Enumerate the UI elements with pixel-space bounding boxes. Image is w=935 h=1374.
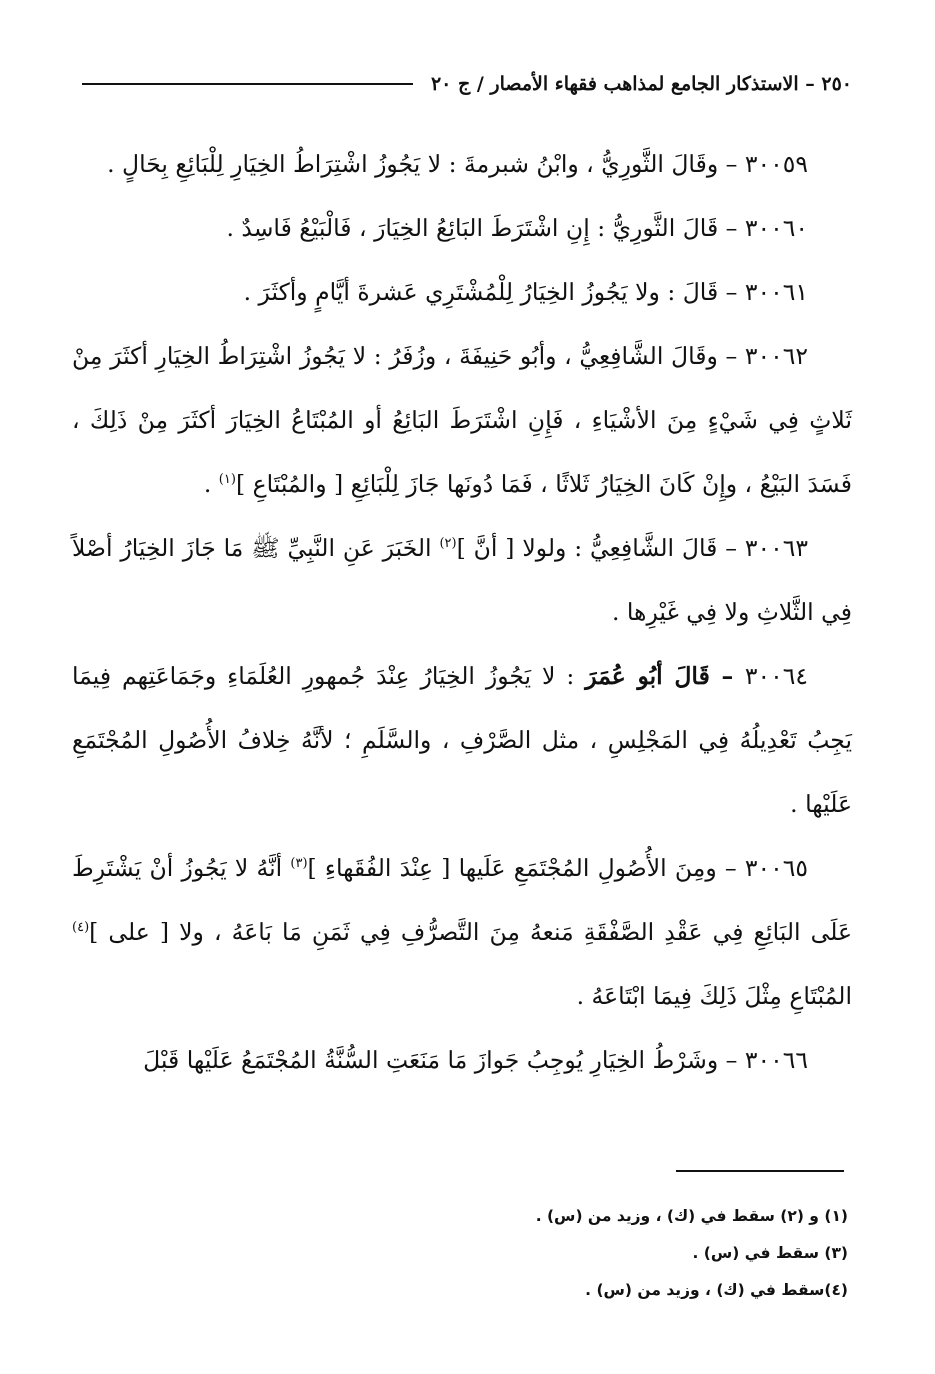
header-rule [82, 83, 413, 85]
paragraph-text: – وقَالَ الشَّافِعِيُّ ، وأبُو حَنِيفَةَ ، وزُفَرُ : لا يَجُوزُ اشْتِرَاطُ الخِيَارِ أكثَرَ مِنْ ثَلاثٍ فِي شَيْءٍ مِنَ الأشْيَاءِ ، فَإِنِ اشْتَرَطَ البَائِعُ أو المُبْتَاعُ الخِيَارَ أكثَرَ مِنْ ذَلِكَ ، فَسَدَ البَيْعُ ، وإِنْ كَانَ الخِيَارُ ثَلاثًا ، فَمَا دُونَها جَازَ لِلْبَائِعِ [ والمُبْتَاعِ ] [72, 342, 852, 498]
paragraph-tail: المُبْتَاعِ مِثْلَ ذَلِكَ فِيمَا ابْتَاعَهُ . [576, 982, 852, 1010]
footnote-ref[interactable]: (١) [218, 472, 236, 488]
footnote-2: (٣) سقط في (س) . [692, 1244, 848, 1262]
paragraph-number: ٣٠٠٦٦ [744, 1046, 808, 1074]
paragraph-text: – قَالَ الشَّافِعِيُّ : ولولا [ أنَّ ] [456, 534, 745, 562]
paragraph-number: ٣٠٠٦٤ [744, 662, 809, 690]
footnote-ref[interactable]: (٣) [290, 856, 308, 872]
paragraph-number: ٣٠٠٥٩ [744, 150, 808, 178]
paragraph-text: – وقَالَ الثَّورِيُّ ، وابْنُ شبرمةَ : لا يَجُوزُ اشْتِرَاطُ الخِيَارِ لِلْبَائِعِ بِحَالٍ . [107, 150, 745, 178]
footnote-separator [676, 1170, 844, 1172]
paragraph-number: ٣٠٠٦٢ [744, 342, 808, 370]
paragraph-30065 [72, 836, 852, 1028]
paragraph-text: – قَالَ الثَّورِيُّ : إِنِ اشْتَرَطَ البَائِعُ الخِيَارَ ، فَالْبَيْعُ فَاسِدٌ . [226, 214, 745, 242]
paragraph-30063 [72, 516, 852, 644]
paragraph-text: : لا يَجُوزُ الخِيَارُ عِنْدَ جُمهورِ العُلَمَاءِ وجَمَاعَتِهم فِيمَا يَجِبُ تَعْدِيلُهُ فِي المَجْلِسِ ، مثل الصَّرْفِ ، والسَّلَمِ ؛ لأنَّهُ خِلافُ الأُصُولِ المُجْتَمَعِ عَلَيْها . [72, 662, 852, 818]
paragraph-number: ٣٠٠٦٠ [744, 214, 808, 242]
paragraph-tail: الخَبَرَ عَنِ النَّبِيِّ ﷺ مَا جَازَ الخِيَارُ أصْلاً فِي الثَّلاثِ ولا فِي غَيْرِها . [72, 534, 852, 626]
footnote-3: (٤)سقط في (ك) ، وزيد من (س) . [585, 1281, 848, 1299]
paragraph-30066 [72, 1028, 852, 1092]
main-text [72, 132, 852, 1092]
footnotes [300, 1198, 848, 1309]
paragraph-30061 [72, 260, 852, 324]
paragraph-number: ٣٠٠٦٣ [744, 534, 808, 562]
paragraph-text: – ومِنَ الأُصُولِ المُجْتَمَعِ عَلَيها [ عِنْدَ الفُقَهاءِ ] [307, 854, 745, 882]
paragraph-number: ٣٠٠٦١ [744, 278, 808, 306]
paragraph-30062 [72, 324, 852, 516]
speaker-label: – قَالَ أبُو عُمَرَ [585, 662, 745, 690]
paragraph-30064 [72, 644, 852, 836]
footnote-ref[interactable]: (٢) [439, 536, 457, 552]
footnote-1: (١) و (٢) سقط في (ك) ، وزيد من (س) . [535, 1207, 848, 1225]
paragraph-30060 [72, 196, 852, 260]
header-title: ٢٥٠ – الاستذكار الجامع لمذاهب فقهاء الأمصار / ج ٢٠ [430, 73, 852, 95]
paragraph-tail: أنَّهُ لا يَجُوزُ أنْ يَشْتَرِطَ عَلَى البَائِعِ فِي عَقْدِ الصَّفْقَةِ مَنعهُ مِنَ التَّصرُّفِ فِي ثَمَنِ مَا بَاعَهُ ، ولا [ على ] [72, 854, 852, 946]
paragraph-text: – وشَرْطُ الخِيَارِ يُوجِبُ جَوازَ مَا مَنَعَتِ السُّنَّةُ المُجْتَمَعُ عَلَيْها قَبْلَ [143, 1046, 745, 1074]
paragraph-text: – قَالَ : ولا يَجُوزُ الخِيَارُ لِلْمُشْتَرِي عَشرةَ أيَّامٍ وأكثَرَ . [243, 278, 745, 306]
footnote-ref[interactable]: (٤) [72, 920, 90, 936]
running-header [82, 66, 852, 102]
paragraph-30059 [72, 132, 852, 196]
paragraph-tail: . [203, 470, 219, 498]
paragraph-number: ٣٠٠٦٥ [744, 854, 808, 882]
